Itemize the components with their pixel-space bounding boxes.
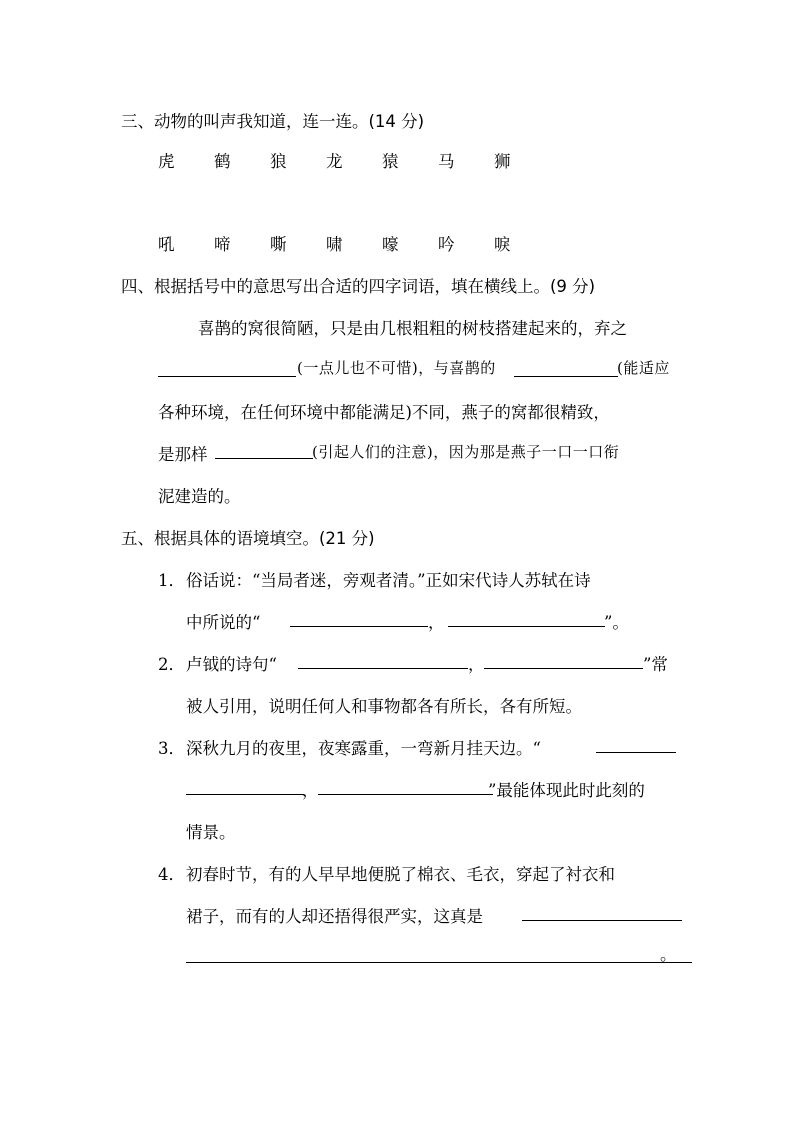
q4-line1: 初春时节，有的人早早地便脱了棉衣、毛衣，穿起了衬衣和	[186, 865, 615, 884]
q2-line1-b: ”常	[643, 655, 668, 674]
q2-comma: ，	[468, 655, 485, 674]
q2-number: 2．	[158, 655, 185, 674]
q3-line2-b: ”最能体现此时此刻的	[488, 781, 645, 800]
s4-line2-b: (能适应	[617, 359, 670, 377]
q1-comma: ，	[428, 613, 445, 632]
q4-number: 4．	[158, 865, 185, 884]
s4-blank-2[interactable]	[514, 376, 618, 377]
animal-char[interactable]: 狮	[494, 152, 511, 171]
animal-char[interactable]: 猿	[382, 152, 399, 171]
sound-char[interactable]: 吼	[158, 235, 175, 254]
animal-char[interactable]: 狼	[270, 152, 287, 171]
q3-comma: ，	[302, 781, 319, 800]
animal-row	[158, 148, 550, 172]
q3-number: 3．	[158, 739, 185, 758]
sound-char[interactable]: 嚎	[382, 235, 399, 254]
sound-row	[158, 231, 550, 255]
animal-char[interactable]: 龙	[326, 152, 343, 171]
animal-char[interactable]: 马	[438, 152, 455, 171]
sound-char[interactable]: 啼	[214, 235, 231, 254]
section5-heading: 五、根据具体的语境填空。(21 分)	[121, 529, 375, 548]
q2-blank-2[interactable]	[484, 668, 643, 669]
q1-end: ”。	[604, 613, 629, 632]
q2-line2: 被人引用，说明任何人和事物都各有所长，各有所短。	[186, 697, 582, 716]
section4-heading: 四、根据括号中的意思写出合适的四字词语，填在横线上。(9 分)	[121, 277, 596, 296]
q1-blank-2[interactable]	[448, 626, 605, 627]
q3-blank-1a[interactable]	[596, 752, 676, 753]
section3-heading: 三、动物的叫声我知道，连一连。(14 分)	[121, 112, 425, 131]
s4-blank-1[interactable]	[158, 376, 296, 377]
s4-line1: 喜鹊的窝很简陋，只是由几根粗粗的树枝搭建起来的，弃之	[198, 319, 627, 338]
q4-line2: 裙子，而有的人却还捂得很严实，这真是	[186, 907, 483, 926]
sound-char[interactable]: 唳	[494, 235, 511, 254]
q4-blank-2[interactable]	[186, 962, 692, 963]
sound-char[interactable]: 嘶	[270, 235, 287, 254]
s4-line2-a: (一点儿也不可惜)，与喜鹊的	[297, 359, 496, 377]
s4-blank-3[interactable]	[215, 458, 313, 459]
animal-char[interactable]: 虎	[158, 152, 175, 171]
q1-line1: 俗话说：“当局者迷，旁观者清。”正如宋代诗人苏轼在诗	[186, 571, 591, 590]
q3-blank-2[interactable]	[318, 794, 493, 795]
animal-char[interactable]: 鹤	[214, 152, 231, 171]
q1-line2-a: 中所说的“	[186, 613, 261, 632]
sound-char[interactable]: 吟	[438, 235, 455, 254]
q4-blank-1[interactable]	[522, 920, 682, 921]
q4-end: 。	[660, 945, 677, 964]
s4-line4-a: 是那样	[158, 445, 208, 464]
s4-line5: 泥建造的。	[158, 487, 241, 506]
q3-blank-1b[interactable]	[186, 794, 304, 795]
sound-char[interactable]: 啸	[326, 235, 343, 254]
q2-line1-a: 卢钺的诗句“	[186, 655, 277, 674]
q3-line1: 深秋九月的夜里，夜寒露重，一弯新月挂天边。“	[186, 739, 541, 758]
s4-line3: 各种环境，在任何环境中都能满足)不同，燕子的窝都很精致，	[158, 403, 610, 422]
q1-blank-1[interactable]	[290, 626, 428, 627]
q3-line3: 情景。	[186, 823, 236, 842]
q1-number: 1．	[158, 571, 185, 590]
q2-blank-1[interactable]	[298, 668, 468, 669]
s4-line4-b: (引起人们的注意)，因为那是燕子一口一口衔	[312, 443, 620, 461]
